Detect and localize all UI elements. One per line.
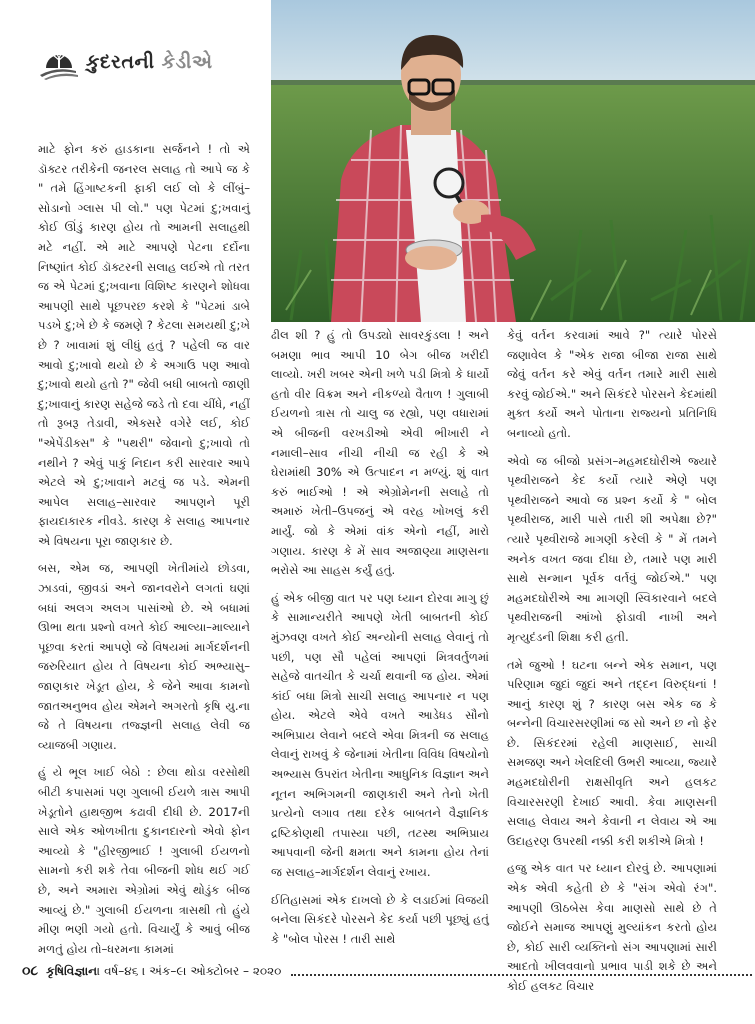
paragraph: માટે ફોન કરું હાડકાના સર્જનને ! તો એ ડૉક્ટર તરીકેની જનરલ સલાહ તો આપે જ કે " તમે હિંગાષ્ટકની ફાકી લઈ લો કે લીંબું–સોડાનો ગ્લાસ પી લો." પણ પેટમાં દુ;ખવાનું કોઈ ઊંડું કારણ હોય તો આમની સલાહથી મટે નહીં. એ માટે આપણે પેટના દર્દોના નિષ્ણાંત કોઈ ડૉક્ટરની સલાહ લઈએ તો તરત જ એ પેટમાં દુ;ખવાના વિશિષ્ટ કારણને શોધવા આપણી સાથે પૂછપરછ કરશે કે "પેટમાં ડાબે પડખે દુ;ખે છે કે જમણે ? કેટલા સમયથી દુ;ખે છે ? ખાવામાં શું લીધું હતું ? પહેલી જ વાર આવો દુ;ખાવો થયો છે કે અગાઉ પણ આવો દુ;ખાવો થયો હતો ?" જેવી બધી બાબતો જાણી દુ;ખાવાનું કારણ સહેજે જડે તો દવા ચીંધે, નહીં તો રૂબરૂ તેડાવી, એક્સરે વગેરે લઈ, કોઈ "એપેંડીક્સ" કે "પથરી" જેવાનો દુ;ખાવો તો નથીને ? એવું પાકું નિદાન કરી સારવાર આપે એટલે એ દુ;ખાવાને મટવું જ પડે. એમની આપેલ સલાહ–સારવાર આપણને પૂરી ફાયદાકારક નીવડે. કારણ કે સલાહ આપનાર એ વિષયના પૂરા જાણકાર છે. [38,142,250,548]
magazine-section-logo [36,44,213,80]
dotted-leader-divider [291,966,752,976]
page-number: ૦૮ [22,963,39,979]
article-column-2 [271,326,489,957]
paragraph: ઢીલ શી ? હું તો ઉપડ્યો સાવરકુંડલા ! અને બમણા ભાવ આપી 10 બેગ બીજ ખરીદી લાવ્યો. ખરી ખબર એની ખળે પડી મિત્રો કે ધાર્યો હતો વીર વિક્રમ અને નીકળ્યો વૈતાળ ! ગુલાબી ઈયળનો ત્રાસ તો ચાલુ જ રહ્યો, પણ વધારામાં એ બીજની વરખડીઓ એવી ભીખારી ને નમાલી–સાવ નીચી નીચી જ રહી કે એ ઘેરામાંથી 30% એ ઉત્પાદન ન મળ્યું. શું વાત કરું ભાઈઓ ! એ એગ્રોમેનની સલાહે તો અમારું ખેતી–ઉપજનું એ વરહ ખોખલું કરી માર્યું. જો કે એમાં વાંક એનો નહીં, મારો ગણાય. કારણ કે મેં સાવ અજાણ્યા માણસના ભરોસે આ સાહસ કર્યું હતું. [271,328,489,578]
paragraph: હું યે ભૂલ ખાઈ બેઠો : છેલા થોડા વરસોથી બીટી કપાસમાં પણ ગુલાબી ઈયળે ત્રાસ આપી ખેડૂતોને હાથજીભ કઢાવી દીધી છે. 2017ની સાલે એક ઓળખીતા દુકાનદારનો એવો ફોન આવ્યો કે "હીરજીભાઈ ! ગુલાબી ઈયળનો સામનો કરી શકે તેવા બીજની શોધ થઈ ગઈ છે, અને અમારા એગ્રોમાં એવું થોડુંક બીજ આવ્યું છે." ગુલાબી ઈયળના ત્રાસથી તો હુંયે મીણ ભણી ગયો હતો. વિચાર્યું કે આવું બીજ મળતું હોય તો–ધરમના કામમાં [38,765,250,956]
logo-title [86,51,213,73]
farmer-magnifying-glass-photo-icon [271,0,755,322]
farmer-photo [271,0,755,322]
paragraph: હજુ એક વાત પર ધ્યાન દોરવું છે. આપણામાં એક એવી કહેતી છે કે "સંગ એવો રંગ". આપણી ઊઠબેસ કેવા માણસો સાથે છે તે જોઈને સમાજ આપણું મુલ્યાંકન કરતો હોય છે, કોઈ સારી વ્યક્તિનો સંગ આપણામાં સારી આદતો ખીલવવાનો પ્રભાવ પાડી શકે છે અને કોઈ હલકટ વિચાર [507,861,717,993]
paragraph: બસ, એમ જ, આપણી ખેતીમાંયે છોડવા, ઝાડવાં, જીવડાં અને જાનવરોને લગતાં ઘણાં બધાં અલગ અલગ પાસાંઓ છે. એ બધામાં ઊભા થતા પ્રશ્નો વખતે કોઈ આલ્યા–માલ્યાને પૂછવા કરતાં આપણે જે વિષયમાં માર્ગદર્શનની જરુરિયાત હોય તે વિષયના કોઈ અભ્યાસુ–જાણકાર ખેડૂત હોય, કે જેને આવા કામનો જાતઅનુભવ હોય એમને અગરતો કૃષિ યુ.ના જે તે વિષયના તજ્જ્ઞની સલાહ લેવી જ વ્યાજબી ગણાય. [38,561,250,752]
logo-title-dark: કુદરતની [86,51,155,73]
logo-title-light: કેડીએ [161,51,213,73]
paragraph: હું એક બીજી વાત પર પણ ધ્યાન દોરવા માગુ છું કે સામાન્યરીતે આપણે ખેતી બાબતની કોઈ મુંઝવણ વખતે કોઈ અન્યોની સલાહ લેવાનું તો પછી, પણ સૌ પહેલાં આપણાં મિત્રવર્તુળમાં સહેજે વાતચીત કે ચર્ચા થવાની જ હોય. એમાં કાંઈ બધા મિત્રો સાચી સલાહ આપનાર ન પણ હોય. એટલે એવે વખતે આડેધડ સૌનો અભિપ્રાય લેવાને બદલે એવા મિત્રની જ સલાહ લેવાનું રાખવું કે જેનામાં ખેતીના વિવિધ વિષયોનો અભ્યાસ ઉપરાંત ખેતીના આધુનિક વિજ્ઞાન અને નૂતન અભિગમની જાણકારી અને તેનો ખેતી પ્રત્યેનો લગાવ તથા દરેક બાબતને વૈજ્ઞાનિક દ્રષ્ટિકોણથી તપાસ્યા પછી, તટસ્થ અભિપ્રાય આપવાની જેની ક્ષમતા અને કામના હોય તેનાં જ સલાહ–માર્ગદર્શન લેવાનું રખાય. [271,590,489,880]
article-column-1 [38,140,250,967]
page-footer [22,963,752,979]
paragraph: એવો જ બીજો પ્રસંગ–મહમદઘોરીએ જ્યારે પૃથ્વીરાજને કેદ કર્યો ત્યારે એણે પણ પૃથ્વીરાજને આવો જ પ્રશ્ન કર્યો કે " બોલ પૃથ્વીરાજ, મારી પાસે તારી શી અપેક્ષા છે?" ત્યારે પૃથ્વીરાજે માગણી કરેલી કે " મેં તમને અનેક વખત જવા દીધા છે, તમારે પણ મારી સાથે સન્માન પૂર્વક વર્તવું જોઈએ." પણ મહમદઘોરીએ આ માગણી સ્વિકારવાને બદલે પૃથ્વીરાજની આંખો ફોડાવી નાખી અને મૃત્યુદંડની શિક્ષા કરી હતી. [507,453,717,644]
paragraph: તમે જુઓ ! ઘટના બન્ને એક સમાન, પણ પરિણામ જુદાં જુદાં અને તદ્દન વિરુદ્ધનાં ! આનું કારણ શું ? કારણ બસ એક જ કે બન્નેની વિચારસરણીમાં જ સો અને છ નો ફેર છે. સિકંદરમાં રહેલી માણસાઈ, સાચી સમજણ અને ખેલદિલી ઉભરી આવ્યા, જ્યારે મહમદઘોરીની રાક્ષસીવૃતિ અને હલકટ વિચારસરણી દેખાઈ આવી. કેવા માણસની સલાહ લેવાય અને કેવાની ન લેવાય એ આ ઉદાહરણ ઉપરથી નક્કી કરી શકીએ મિત્રો ! [507,657,717,848]
article-column-3 [507,326,717,1005]
paragraph: કેવું વર્તન કરવામાં આવે ?" ત્યારે પોરસે જણાવેલ કે "એક રાજા બીજા રાજા સાથે જેવું વર્તન કરે એવું વર્તન તમારે મારી સાથે કરવું જોઈએ." અને સિકંદરે પોરસને કેદમાંથી મુક્ત કર્યો અને પોતાના રાજ્યનો પ્રતિનિધિ બનાવ્યો હતો. [507,328,717,440]
magazine-name: કૃષિવિજ્ઞાન [46,963,98,978]
tree-sunrise-icon [36,44,82,80]
issue-details: । વર્ષ–૪૬ । અંક–૯। ઓક્ટોબર – ૨૦૨૦ [97,963,282,978]
paragraph: ઈતિહાસમાં એક દાખલો છે કે લડાઈમાં વિજયી બનેલા સિકંદરે પોરસને કેદ કર્યા પછી પૂછ્યું હતું કે "બોલ પોરસ ! તારી સાથે [271,892,489,946]
